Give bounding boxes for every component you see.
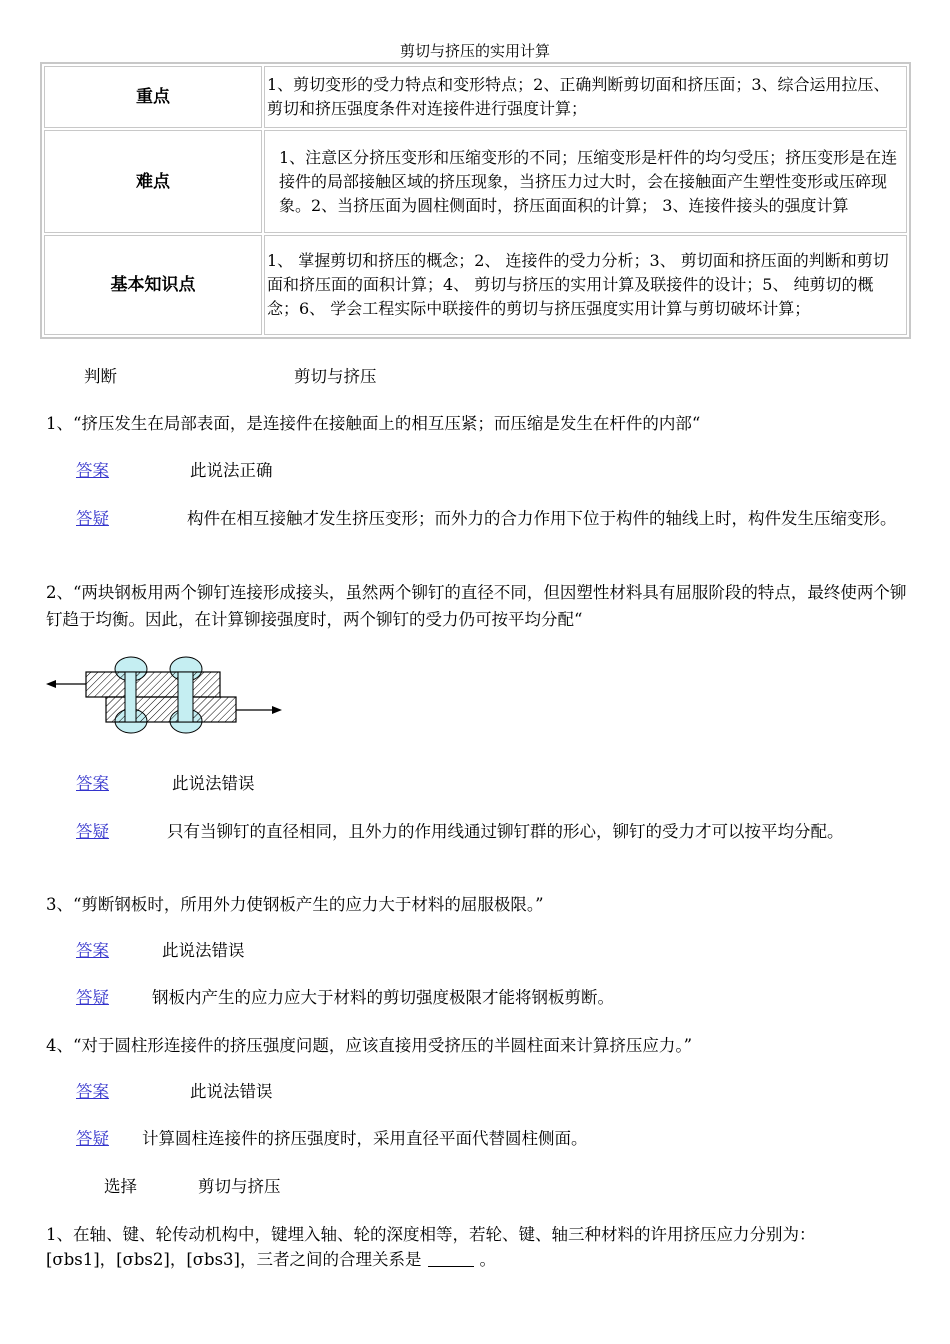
answer-link-2[interactable]: 答案 xyxy=(76,774,109,793)
doubt-text-4: 计算圆柱连接件的挤压强度时，采用直径平面代替圆柱侧面。 xyxy=(142,1129,588,1148)
arrowhead-left xyxy=(46,680,56,688)
table-row xyxy=(44,235,907,335)
choice-question-1-text: [σbs1]，[σbs2]，[σbs3]，三者之间的合理关系是 xyxy=(46,1250,422,1269)
answer-blank[interactable] xyxy=(428,1250,474,1267)
page-title: 剪切与挤压的实用计算 xyxy=(399,42,550,60)
choice-section-label: 选择 xyxy=(104,1177,137,1196)
question-4-stem: 4、“对于圆柱形连接件的挤压强度问题，应该直接用受挤压的半圆柱面来计算挤压应力。” xyxy=(46,1036,693,1055)
answer-link-4[interactable]: 答案 xyxy=(76,1082,109,1101)
doubt-text-2: 只有当铆钉的直径相同，且外力的作用线通过铆钉群的形心，铆钉的受力才可以按平均分配。 xyxy=(167,822,844,841)
table-row xyxy=(44,130,907,233)
doubt-text-1: 构件在相互接触才发生挤压变形；而外力的合力作用下位于构件的轴线上时，构件发生压缩变形。 xyxy=(187,509,897,528)
doubt-text-3: 钢板内产生的应力应大于材料的剪切强度极限才能将钢板剪断。 xyxy=(152,988,614,1007)
answer-link-1[interactable]: 答案 xyxy=(76,461,109,480)
row-body-difficulties: 1、注意区分挤压变形和压缩变形的不同；压缩变形是杆件的均匀受压；挤压变形是在连接件的局部接触区域的挤压现象，当挤压力过大时，会在接触面产生塑性变形或压碎现象。2、当挤压面为圆柱侧面时，挤压面面积的计算； 3、连接件接头的强度计算 xyxy=(264,130,907,233)
choice-question-1-line2 xyxy=(46,1247,496,1273)
rivet-shank-left xyxy=(125,672,136,722)
doubt-link-4[interactable]: 答疑 xyxy=(76,1129,109,1148)
doubt-link-1[interactable]: 答疑 xyxy=(76,509,109,528)
row-head-basic-knowledge: 基本知识点 xyxy=(44,235,262,335)
answer-text-3: 此说法错误 xyxy=(162,941,245,960)
rivet-joint-figure xyxy=(44,655,294,739)
choice-section-topic: 剪切与挤压 xyxy=(198,1177,281,1196)
summary-table xyxy=(40,62,911,339)
judge-section-label: 判断 xyxy=(84,367,117,386)
answer-text-4: 此说法错误 xyxy=(190,1082,273,1101)
row-head-key-points: 重点 xyxy=(44,66,262,128)
upper-plate xyxy=(86,672,220,697)
answer-link-3[interactable]: 答案 xyxy=(76,941,109,960)
doubt-link-3[interactable]: 答疑 xyxy=(76,988,109,1007)
doubt-paragraph-1 xyxy=(46,505,914,532)
doubt-link-2[interactable]: 答疑 xyxy=(76,822,109,841)
arrowhead-right xyxy=(272,706,282,714)
answer-text-2: 此说法错误 xyxy=(172,774,255,793)
doubt-paragraph-2 xyxy=(46,818,914,845)
question-2-stem: 2、“两块钢板用两个铆钉连接形成接头，虽然两个铆钉的直径不同，但因塑性材料具有屈服阶段的特点，最终使两个铆钉趋于均衡。因此，在计算铆接强度时，两个铆钉的受力仍可按平均分配“ xyxy=(46,583,907,629)
row-body-basic-knowledge: 1、 掌握剪切和挤压的概念；2、 连接件的受力分析；3、 剪切面和挤压面的判断和剪切面和挤压面的面积计算；4、 剪切与挤压的实用计算及联接件的设计；5、 纯剪切的概念；6、 学会工程实际中联接件的剪切与挤压强度实用计算与剪切破坏计算； xyxy=(264,235,907,335)
question-3-stem: 3、“剪断钢板时，所用外力使钢板产生的应力大于材料的屈服极限。” xyxy=(46,895,544,914)
table-row xyxy=(44,66,907,128)
choice-question-1-stem: 1、在轴、键、轮传动机构中，键埋入轴、轮的深度相等，若轮、键、轴三种材料的许用挤压应力分别为： xyxy=(46,1225,816,1244)
answer-text-1: 此说法正确 xyxy=(190,461,273,480)
row-head-difficulties: 难点 xyxy=(44,130,262,233)
rivet-shank-right xyxy=(178,672,193,722)
judge-section-topic: 剪切与挤压 xyxy=(294,367,377,386)
choice-question-1-tail: 。 xyxy=(479,1250,496,1269)
question-1-stem: 1、“挤压发生在局部表面，是连接件在接触面上的相互压紧；而压缩是发生在杆件的内部“ xyxy=(46,414,701,433)
row-body-key-points: 1、剪切变形的受力特点和变形特点；2、正确判断剪切面和挤压面；3、综合运用拉压、剪切和挤压强度条件对连接件进行强度计算； xyxy=(264,66,907,128)
